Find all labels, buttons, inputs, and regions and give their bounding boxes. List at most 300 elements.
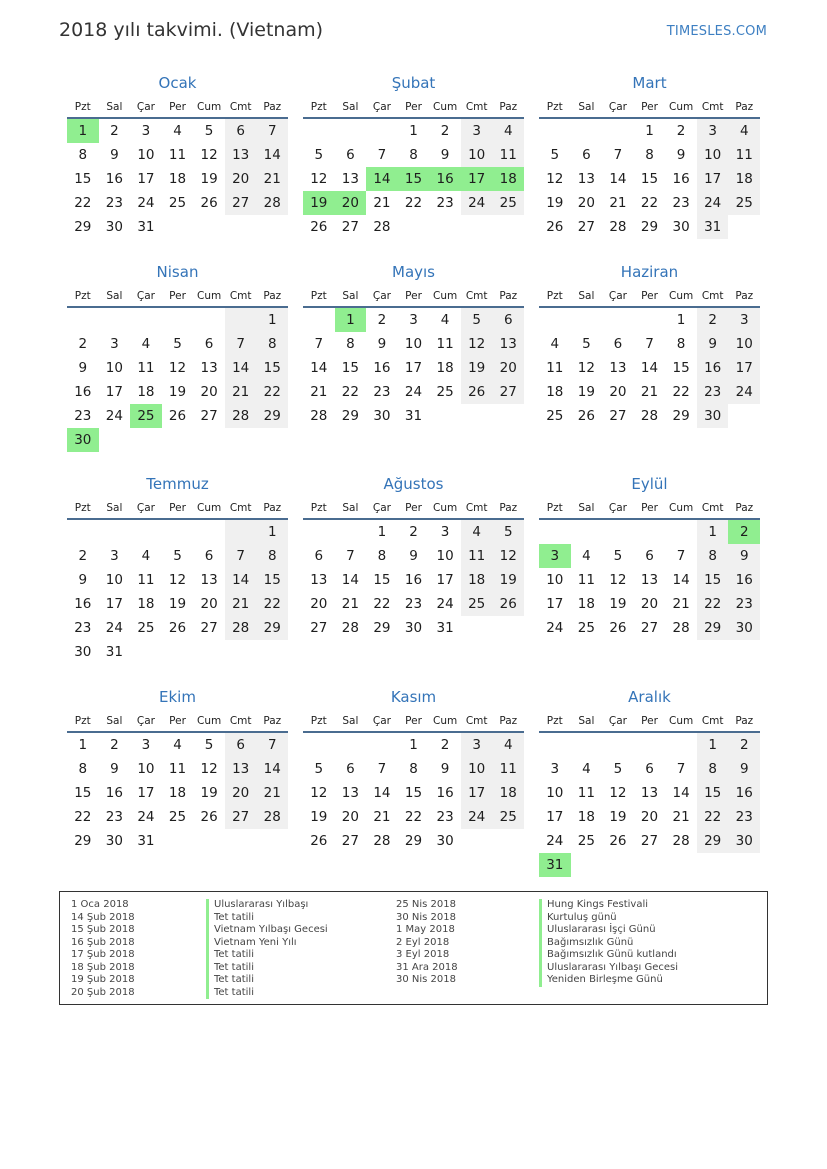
day-cell: 25 xyxy=(577,620,595,636)
day-cell: 18 xyxy=(137,596,155,612)
weekday-label: Sal xyxy=(106,290,123,302)
day-cell: 20 xyxy=(341,809,359,825)
day-cell: 7 xyxy=(676,761,686,777)
weekday-label: Cum xyxy=(668,715,694,727)
weekday-label: Cmt xyxy=(465,502,488,514)
day-cell: 28 xyxy=(373,833,391,849)
day-cell: 6 xyxy=(346,147,355,163)
weekday-label: Paz xyxy=(735,101,754,113)
week-row xyxy=(67,404,288,428)
empty-day-cell xyxy=(461,616,493,640)
weekday-label: Çar xyxy=(372,502,391,514)
empty-day-cell xyxy=(602,119,634,143)
week-row xyxy=(303,356,524,380)
day-cell: 9 xyxy=(676,147,686,163)
day-cell: 23 xyxy=(672,195,690,211)
weekday-label: Per xyxy=(405,502,422,514)
week-row xyxy=(67,757,288,781)
day-cell: 11 xyxy=(436,336,454,352)
weekday-label: Cmt xyxy=(701,502,724,514)
day-cell: 19 xyxy=(200,785,218,801)
site-link[interactable]: TIMESLES.COM xyxy=(666,24,767,39)
month-name: Ocak xyxy=(158,74,197,92)
weekday-label: Pzt xyxy=(74,290,91,302)
legend-holiday-name: Tet tatili xyxy=(206,912,328,925)
weekday-label: Per xyxy=(641,502,658,514)
day-cell: 8 xyxy=(78,147,88,163)
day-cell: 17 xyxy=(461,781,493,805)
month-name: Nisan xyxy=(156,263,199,281)
day-cell: 15 xyxy=(672,360,690,376)
day-cell: 1 xyxy=(676,312,686,328)
day-cell: 13 xyxy=(225,757,257,781)
day-cell: 14 xyxy=(341,572,359,588)
day-cell: 21 xyxy=(341,596,359,612)
weekday-label: Çar xyxy=(372,101,391,113)
weekday-label: Paz xyxy=(263,502,282,514)
day-cell: 10 xyxy=(436,548,454,564)
legend-holiday-date: 15 Şub 2018 xyxy=(71,924,135,935)
day-cell: 15 xyxy=(256,568,288,592)
day-cell: 20 xyxy=(200,596,218,612)
weekday-label: Paz xyxy=(735,502,754,514)
day-cell: 21 xyxy=(373,809,391,825)
legend-left-names xyxy=(206,899,328,999)
day-cell: 18 xyxy=(492,781,524,805)
day-cell: 6 xyxy=(314,548,324,564)
day-cell: 22 xyxy=(404,195,423,211)
week-row xyxy=(303,568,524,592)
day-cell: 10 xyxy=(461,757,493,781)
week-row xyxy=(303,733,524,757)
day-cell: 29 xyxy=(373,620,391,636)
weekday-header xyxy=(303,497,524,520)
day-cell: 22 xyxy=(373,596,391,612)
empty-day-cell xyxy=(193,428,225,452)
weekday-label: Çar xyxy=(608,715,627,727)
day-cell: 3 xyxy=(697,119,729,143)
weekday-label: Paz xyxy=(499,502,518,514)
week-row xyxy=(539,733,760,757)
day-cell: 28 xyxy=(225,616,257,640)
day-cell: 26 xyxy=(200,809,218,825)
day-cell: 23 xyxy=(74,408,92,424)
holiday-day-cell: 14 xyxy=(366,167,398,191)
day-cell: 23 xyxy=(436,809,454,825)
day-cell: 25 xyxy=(137,620,155,636)
day-cell: 30 xyxy=(436,833,454,849)
empty-day-cell xyxy=(461,404,493,428)
day-cell: 5 xyxy=(173,336,182,352)
empty-day-cell xyxy=(225,215,257,239)
day-cell: 2 xyxy=(78,548,88,564)
week-row xyxy=(67,119,288,143)
day-cell: 27 xyxy=(640,833,659,849)
weekday-label: Paz xyxy=(499,290,518,302)
legend-holiday-name: Tet tatili xyxy=(206,974,328,987)
month-name: Ekim xyxy=(159,688,196,706)
day-cell: 15 xyxy=(74,171,92,187)
day-cell: 11 xyxy=(546,360,564,376)
day-cell: 29 xyxy=(74,833,92,849)
day-cell: 17 xyxy=(546,809,564,825)
empty-day-cell xyxy=(571,853,603,877)
weekday-label: Pzt xyxy=(546,715,563,727)
week-row xyxy=(67,520,288,544)
day-cell: 18 xyxy=(728,167,760,191)
holiday-day-cell: 3 xyxy=(539,544,571,568)
day-cell: 10 xyxy=(697,143,729,167)
holiday-day-cell: 20 xyxy=(335,191,367,215)
empty-day-cell xyxy=(539,733,571,757)
month-name: Haziran xyxy=(620,263,679,281)
empty-day-cell xyxy=(665,520,697,544)
day-cell: 27 xyxy=(609,408,627,424)
day-cell: 16 xyxy=(728,568,760,592)
weekday-header xyxy=(303,285,524,308)
day-cell: 13 xyxy=(609,360,627,376)
empty-day-cell xyxy=(571,733,603,757)
day-cell: 10 xyxy=(728,332,760,356)
day-cell: 9 xyxy=(409,548,418,564)
weekday-label: Çar xyxy=(136,502,155,514)
day-cell: 16 xyxy=(74,384,92,400)
weekday-label: Cmt xyxy=(465,715,488,727)
day-cell: 16 xyxy=(672,171,690,187)
day-cell: 3 xyxy=(141,123,151,139)
weekday-label: Pzt xyxy=(310,715,327,727)
day-cell: 11 xyxy=(492,757,524,781)
week-row xyxy=(539,215,760,239)
legend-holiday-name: Bağımsızlık Günü xyxy=(539,937,678,950)
legend-right-names xyxy=(539,899,678,987)
day-cell: 18 xyxy=(168,785,187,801)
weekday-label: Çar xyxy=(136,290,155,302)
day-cell: 14 xyxy=(256,757,288,781)
day-cell: 22 xyxy=(672,384,690,400)
week-row xyxy=(303,119,524,143)
weekday-label: Cum xyxy=(196,101,222,113)
day-cell: 29 xyxy=(697,829,729,853)
day-cell: 7 xyxy=(314,336,324,352)
day-cell: 19 xyxy=(609,596,627,612)
day-cell: 7 xyxy=(256,733,288,757)
day-cell: 12 xyxy=(609,785,627,801)
weekday-label: Cmt xyxy=(701,101,724,113)
day-cell: 30 xyxy=(697,404,729,428)
day-cell: 15 xyxy=(373,572,391,588)
day-cell: 6 xyxy=(613,336,623,352)
legend-holiday-name: Tet tatili xyxy=(206,962,328,975)
day-cell: 26 xyxy=(168,620,187,636)
day-cell: 28 xyxy=(225,404,257,428)
holiday-day-cell: 16 xyxy=(429,167,461,191)
day-cell: 24 xyxy=(461,805,493,829)
empty-day-cell xyxy=(728,853,760,877)
day-cell: 14 xyxy=(640,360,659,376)
empty-day-cell xyxy=(303,733,335,757)
day-cell: 28 xyxy=(609,219,627,235)
weekday-label: Cmt xyxy=(701,715,724,727)
day-cell: 13 xyxy=(577,171,595,187)
day-cell: 17 xyxy=(137,171,155,187)
day-cell: 25 xyxy=(461,592,493,616)
day-cell: 22 xyxy=(256,592,288,616)
legend-holiday-date: 18 Şub 2018 xyxy=(71,961,135,973)
day-cell: 3 xyxy=(409,312,418,328)
day-cell: 18 xyxy=(137,384,155,400)
day-cell: 21 xyxy=(373,195,391,211)
week-row xyxy=(303,308,524,332)
day-cell: 26 xyxy=(200,195,218,211)
day-cell: 15 xyxy=(256,356,288,380)
day-cell: 3 xyxy=(728,308,760,332)
day-cell: 8 xyxy=(409,761,418,777)
day-cell: 2 xyxy=(409,524,418,540)
legend-left-dates xyxy=(71,899,135,999)
day-cell: 27 xyxy=(640,620,659,636)
day-cell: 8 xyxy=(409,147,418,163)
empty-day-cell xyxy=(67,308,99,332)
month-name: Mart xyxy=(632,74,667,92)
weekday-label: Sal xyxy=(578,715,595,727)
day-cell: 30 xyxy=(672,219,690,235)
day-cell: 18 xyxy=(168,171,187,187)
day-cell: 26 xyxy=(168,408,187,424)
day-cell: 24 xyxy=(697,191,729,215)
day-cell: 8 xyxy=(377,548,387,564)
month-block xyxy=(303,70,524,239)
day-cell: 13 xyxy=(492,332,524,356)
day-cell: 30 xyxy=(728,616,760,640)
month-block xyxy=(539,70,760,239)
day-cell: 28 xyxy=(256,805,288,829)
day-cell: 18 xyxy=(436,360,454,376)
day-cell: 2 xyxy=(440,123,450,139)
weekday-label: Paz xyxy=(263,290,282,302)
week-row xyxy=(303,520,524,544)
empty-day-cell xyxy=(539,308,571,332)
day-cell: 14 xyxy=(672,785,690,801)
day-cell: 17 xyxy=(697,167,729,191)
legend-holiday-date: 19 Şub 2018 xyxy=(71,974,135,985)
week-row xyxy=(67,568,288,592)
week-row xyxy=(303,143,524,167)
empty-day-cell xyxy=(225,308,257,332)
week-row xyxy=(67,640,288,664)
week-row xyxy=(67,829,288,853)
weekday-label: Cmt xyxy=(229,290,252,302)
day-cell: 29 xyxy=(672,408,690,424)
day-cell: 9 xyxy=(728,757,760,781)
week-row xyxy=(67,733,288,757)
day-cell: 14 xyxy=(672,572,690,588)
day-cell: 4 xyxy=(492,733,524,757)
day-cell: 30 xyxy=(74,644,92,660)
week-row xyxy=(539,520,760,544)
empty-day-cell xyxy=(67,520,99,544)
day-cell: 8 xyxy=(676,336,686,352)
day-cell: 18 xyxy=(546,384,564,400)
day-cell: 9 xyxy=(78,360,88,376)
legend-holiday-name: Vietnam Yılbaşı Gecesi xyxy=(206,924,328,937)
day-cell: 1 xyxy=(78,737,88,753)
weekday-label: Cmt xyxy=(229,101,252,113)
day-cell: 4 xyxy=(492,119,524,143)
holiday-legend xyxy=(59,891,768,1005)
month-block xyxy=(303,259,524,428)
weekday-label: Per xyxy=(169,715,186,727)
day-cell: 5 xyxy=(613,761,623,777)
weekday-label: Pzt xyxy=(546,101,563,113)
day-cell: 4 xyxy=(173,737,182,753)
empty-day-cell xyxy=(461,215,493,239)
day-cell: 4 xyxy=(550,336,560,352)
day-cell: 29 xyxy=(74,219,92,235)
day-cell: 24 xyxy=(546,620,564,636)
legend-holiday-name: Vietnam Yeni Yılı xyxy=(206,937,328,950)
day-cell: 5 xyxy=(314,147,324,163)
day-cell: 22 xyxy=(640,195,659,211)
month-block xyxy=(303,471,524,640)
day-cell: 24 xyxy=(105,620,123,636)
empty-day-cell xyxy=(728,404,760,428)
day-cell: 6 xyxy=(645,761,654,777)
day-cell: 14 xyxy=(609,171,627,187)
day-cell: 13 xyxy=(310,572,328,588)
legend-holiday-date: 14 Şub 2018 xyxy=(71,911,135,923)
weekday-label: Per xyxy=(405,715,422,727)
legend-holiday-name: Tet tatili xyxy=(206,987,328,1000)
day-cell: 31 xyxy=(137,219,155,235)
day-cell: 30 xyxy=(728,829,760,853)
week-row xyxy=(539,829,760,853)
day-cell: 4 xyxy=(141,548,151,564)
holiday-day-cell: 25 xyxy=(130,404,162,428)
holiday-day-cell: 1 xyxy=(67,119,99,143)
day-cell: 16 xyxy=(404,572,423,588)
weekday-label: Pzt xyxy=(546,290,563,302)
day-cell: 16 xyxy=(105,785,123,801)
month-block xyxy=(539,259,760,428)
empty-day-cell xyxy=(303,308,335,332)
empty-day-cell xyxy=(728,215,760,239)
day-cell: 19 xyxy=(577,384,595,400)
week-row xyxy=(539,781,760,805)
day-cell: 20 xyxy=(640,809,659,825)
week-row xyxy=(303,191,524,215)
legend-holiday-name: Tet tatili xyxy=(206,949,328,962)
holiday-day-cell: 31 xyxy=(539,853,571,877)
day-cell: 9 xyxy=(78,572,88,588)
day-cell: 17 xyxy=(404,360,423,376)
day-cell: 27 xyxy=(577,219,595,235)
week-row xyxy=(303,757,524,781)
weekday-label: Çar xyxy=(608,502,627,514)
day-cell: 8 xyxy=(78,761,88,777)
day-cell: 26 xyxy=(609,833,627,849)
weekday-label: Cum xyxy=(196,502,222,514)
month-block xyxy=(539,471,760,640)
day-cell: 5 xyxy=(173,548,182,564)
day-cell: 12 xyxy=(461,332,493,356)
day-cell: 11 xyxy=(168,147,187,163)
day-cell: 13 xyxy=(640,785,659,801)
day-cell: 1 xyxy=(697,520,729,544)
day-cell: 14 xyxy=(373,785,391,801)
day-cell: 5 xyxy=(461,308,493,332)
day-cell: 27 xyxy=(200,620,218,636)
day-cell: 4 xyxy=(582,548,591,564)
empty-day-cell xyxy=(492,404,524,428)
day-cell: 30 xyxy=(105,833,123,849)
day-cell: 9 xyxy=(697,332,729,356)
day-cell: 2 xyxy=(78,336,88,352)
weekday-label: Cmt xyxy=(465,290,488,302)
empty-day-cell xyxy=(130,428,162,452)
day-cell: 25 xyxy=(546,408,564,424)
day-cell: 12 xyxy=(310,785,328,801)
legend-holiday-date: 3 Eyl 2018 xyxy=(396,949,450,960)
day-cell: 16 xyxy=(74,596,92,612)
day-cell: 19 xyxy=(492,568,524,592)
week-row xyxy=(539,332,760,356)
day-cell: 12 xyxy=(546,171,564,187)
legend-holiday-date: 1 Oca 2018 xyxy=(71,899,129,910)
day-cell: 10 xyxy=(461,143,493,167)
day-cell: 24 xyxy=(105,408,123,424)
day-cell: 10 xyxy=(105,360,123,376)
empty-day-cell xyxy=(256,829,288,853)
day-cell: 28 xyxy=(672,620,690,636)
legend-holiday-date: 31 Ara 2018 xyxy=(396,961,458,973)
week-row xyxy=(539,616,760,640)
empty-day-cell xyxy=(602,308,634,332)
legend-holiday-date: 20 Şub 2018 xyxy=(71,986,135,998)
day-cell: 1 xyxy=(377,524,387,540)
week-row xyxy=(539,119,760,143)
weekday-header xyxy=(539,96,760,119)
day-cell: 15 xyxy=(404,785,423,801)
empty-day-cell xyxy=(99,520,131,544)
day-cell: 16 xyxy=(105,171,123,187)
holiday-day-cell: 30 xyxy=(67,428,99,452)
day-cell: 13 xyxy=(225,143,257,167)
month-block xyxy=(67,471,288,664)
day-cell: 7 xyxy=(256,119,288,143)
empty-day-cell xyxy=(162,308,194,332)
day-cell: 29 xyxy=(256,404,288,428)
empty-day-cell xyxy=(366,119,398,143)
day-cell: 3 xyxy=(110,336,119,352)
empty-day-cell xyxy=(492,616,524,640)
holiday-day-cell: 15 xyxy=(398,167,430,191)
day-cell: 19 xyxy=(609,809,627,825)
day-cell: 11 xyxy=(137,572,155,588)
empty-day-cell xyxy=(130,308,162,332)
day-cell: 11 xyxy=(728,143,760,167)
empty-day-cell xyxy=(461,829,493,853)
weekday-label: Sal xyxy=(578,502,595,514)
weekday-header xyxy=(67,710,288,733)
day-cell: 18 xyxy=(577,809,595,825)
day-cell: 12 xyxy=(168,572,187,588)
day-cell: 29 xyxy=(256,616,288,640)
week-row xyxy=(539,592,760,616)
day-cell: 5 xyxy=(204,737,214,753)
month-block xyxy=(303,684,524,853)
weekday-label: Paz xyxy=(499,101,518,113)
